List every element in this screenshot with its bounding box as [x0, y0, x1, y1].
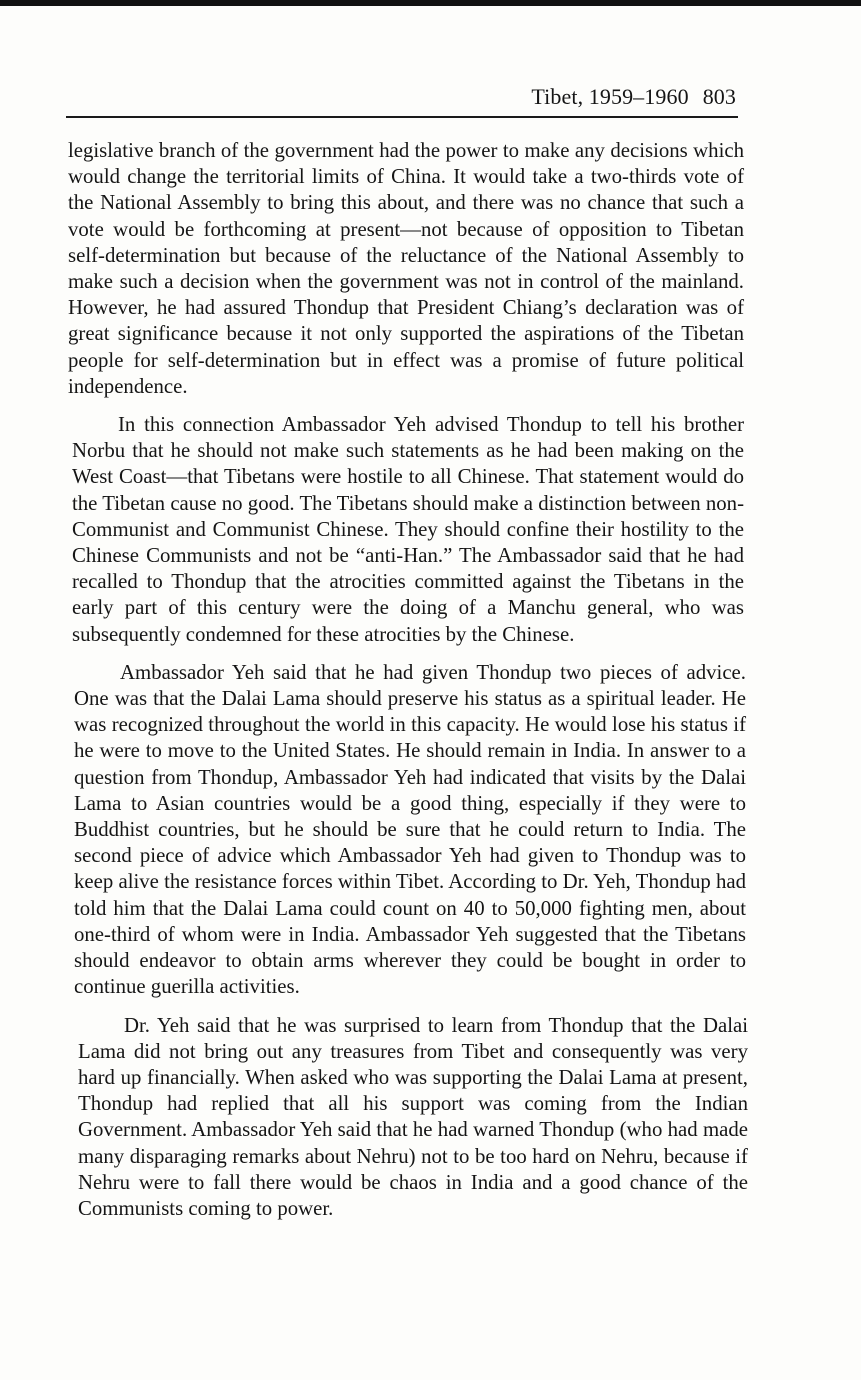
paragraph: In this connection Ambassador Yeh advised Thondup to tell his brother Norbu that he should not make such statements as he had been making on the West Coast—that Tibetans were hostile to all Chinese. That statement would do the Tibetan cause no good. The Tibetans should make a distinction between non-Communist and Communist Chinese. They should confine their hostility to the Chinese Communists and not be “anti-Han.” The Ambassador said that he had recalled to Thondup that the atrocities committed against the Tibetans in the early part of this century were the doing of a Manchu general, who was subsequently condemned for these atrocities by the Chinese. [72, 413, 744, 646]
paragraph: Ambassador Yeh said that he had given Thondup two pieces of advice. One was that the Dalai Lama should preserve his status as a spiritual leader. He was recognized throughout the world in this capacity. He would lose his status if he were to move to the United States. He should remain in India. In answer to a question from Thondup, Ambassador Yeh had indicated that visits by the Dalai Lama to Asian countries would be a good thing, especially if they were to Buddhist countries, but he should be sure that he could return to India. The second piece of advice which Ambassador Yeh had given to Thondup was to keep alive the resistance forces within Tibet. According to Dr. Yeh, Thondup had told him that the Dalai Lama could count on 40 to 50,000 fighting men, about one-third of whom were in India. Ambassador Yeh suggested that the Tibetans should endeavor to obtain arms wherever they could be bought in order to continue guerilla activities. [74, 660, 746, 999]
page-number: 803 [702, 84, 736, 109]
body-text [68, 138, 748, 1222]
running-title: Tibet, 1959–1960 [531, 84, 689, 109]
header-rule [66, 116, 738, 118]
running-head [68, 83, 736, 111]
paragraph: legislative branch of the government had the power to make any decisions which would change the territorial limits of China. It would take a two-thirds vote of the National Assembly to bring this about, and there was no chance that such a vote would be forthcoming at present—not because of opposition to Tibetan self-determination but because of the reluctance of the National Assembly to make such a decision when the government was not in control of the mainland. However, he had assured Thondup that President Chiang’s declaration was of great significance because it not only supported the aspirations of the Tibetan people for self-determination but in effect was a promise of future political independence. [68, 139, 744, 398]
paragraph: Dr. Yeh said that he was surprised to learn from Thondup that the Dalai Lama did not bring out any treasures from Tibet and consequently was very hard up financially. When asked who was supporting the Dalai Lama at present, Thondup had replied that all his support was coming from the Indian Government. Ambassador Yeh said that he had warned Thondup (who had made many disparaging remarks about Nehru) not to be too hard on Nehru, because if Nehru were to fall there would be chaos in India and a good chance of the Communists coming to power. [78, 1013, 748, 1220]
page-top-edge [0, 0, 861, 6]
